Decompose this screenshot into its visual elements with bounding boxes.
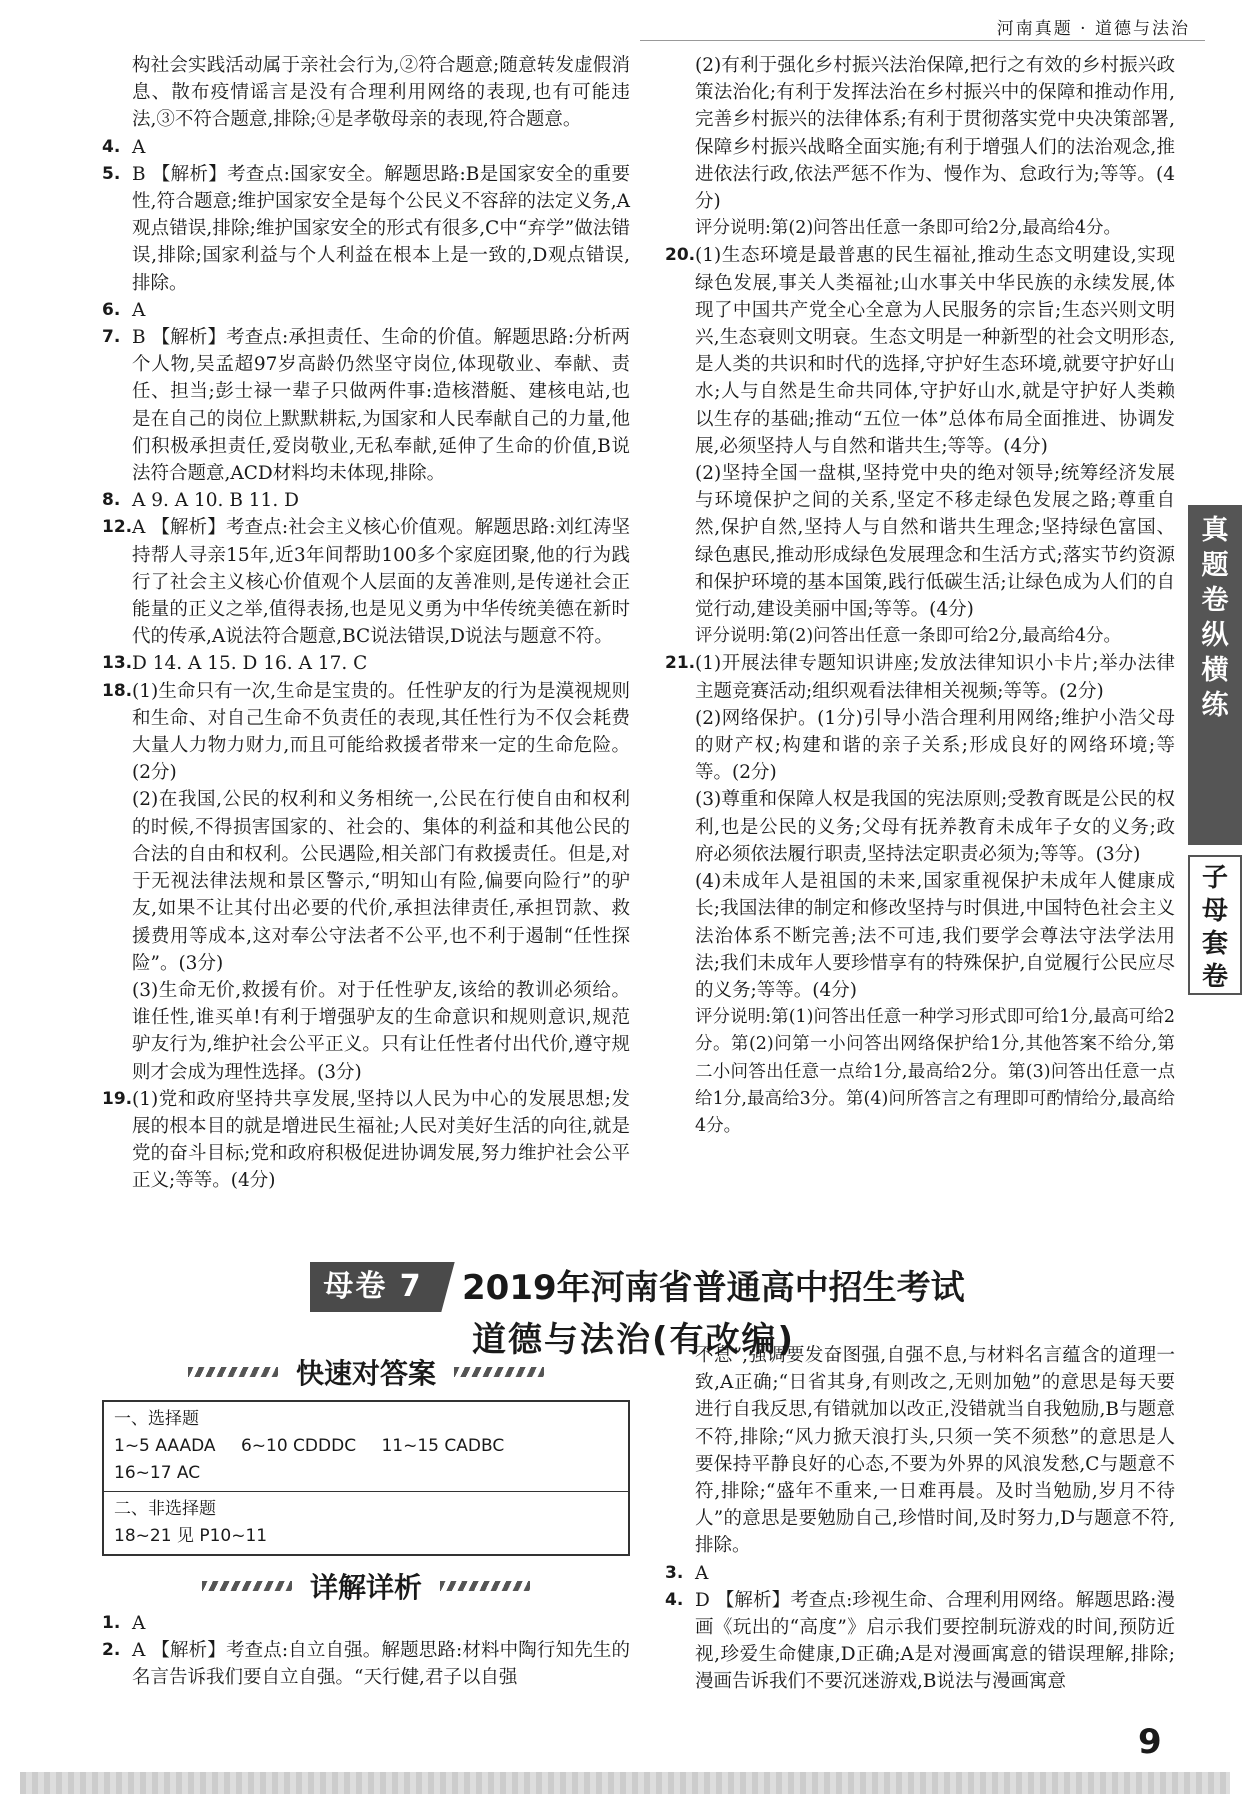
answer-item bbox=[665, 1560, 1175, 1587]
answer-paragraph bbox=[102, 786, 630, 976]
answer-item bbox=[665, 650, 1175, 704]
answer-item bbox=[102, 678, 630, 787]
answer-paragraph bbox=[102, 52, 630, 134]
answer-item bbox=[102, 650, 630, 677]
item-number: 1. bbox=[102, 1613, 121, 1633]
page-number: 9 bbox=[1138, 1722, 1162, 1762]
exam-title: 2019年河南省普通高中招生考试 bbox=[462, 1268, 965, 1308]
detail-title: 详解详析 bbox=[309, 1571, 422, 1604]
item-text: (2)坚持全国一盘棋,坚持党中央的绝对领导;统筹经济发展与环境保护之间的关系,坚定不移走绿色发展之路;尊重自然,保护自然,坚持人与自然和谐共生理念;坚持绿色富国、绿色惠民,推动形成绿色发展理念和生活方式;落实节约资源和保护环境的基本国策,践行低碳生活;让绿色成为人们的自觉行动,建设美丽中国;等等。(4分) bbox=[695, 463, 1175, 621]
right-column-top bbox=[665, 52, 1175, 1140]
item-text: (2)在我国,公民的权利和义务相统一,公民在行使自由和权利的时候,不得损害国家的、社会的、集体的利益和其他公民的合法的自由和权利。公民遇险,相关部门有救援责任。但是,对于无视法律法规和景区警示,“明知山有险,偏要向险行”的驴友,如果不让其付出必要的代价,承担法律责任,承担罚款、救援费用等成本,这对奉公守法者不公平,也不利于遏制“任性探险”。(3分) bbox=[132, 789, 630, 974]
answer-item bbox=[102, 1610, 630, 1637]
answer-paragraph bbox=[665, 1004, 1175, 1140]
item-text: 评分说明:第(2)问答出任意一条即可给2分,最高给4分。 bbox=[695, 218, 1122, 239]
quick-answer-heading bbox=[102, 1352, 630, 1392]
answer-line: 18~21 见 P10~11 bbox=[114, 1526, 268, 1546]
side-tab-sub bbox=[1188, 855, 1242, 995]
answer-paragraph bbox=[665, 1342, 1175, 1560]
stripe-decoration bbox=[440, 1581, 530, 1591]
answer-paragraph bbox=[665, 623, 1175, 650]
side-tab-series bbox=[1188, 505, 1242, 845]
item-text: (1)生态环境是最普惠的民生福祉,推动生态文明建设,实现绿色发展,事关人类福祉;山水事关中华民族的永续发展,体现了中国共产党全心全意为人民服务的宗旨;生态兴则文明兴,生态衰则文明衰。生态文明是一种新型的社会文明形态,是人类的共识和时代的选择,守护好生态环境,就要守护好山水;人与自然是生命共同体,守护好山水,就是守护好人类赖以生存的基础;推动“五位一体”总体布局全面推进、协调发展,必须坚持人与自然和谐共生;等等。(4分) bbox=[695, 245, 1175, 457]
answer-item bbox=[102, 514, 630, 650]
running-header: 河南真题 · 道德与法治 bbox=[996, 19, 1190, 39]
item-text: A 9. A 10. B 11. D bbox=[132, 490, 299, 512]
item-text: (3)生命无价,救援有价。对于任性驴友,该给的教训必须给。谁任性,谁买单!有利于增强驴友的生命意识和规则意识,规范驴友行为,维护社会公平正义。只有让任性者付出代价,遵守规则才会成为理性选择。(3分) bbox=[132, 979, 630, 1083]
stripe-decoration bbox=[188, 1367, 278, 1377]
side-tab-text: 真 题 卷 纵 横 练 bbox=[1201, 515, 1229, 721]
right-column-bottom bbox=[665, 1342, 1175, 1696]
item-text: A bbox=[132, 299, 146, 321]
item-number: 8. bbox=[102, 490, 121, 511]
answer-item bbox=[102, 161, 630, 297]
item-number: 4. bbox=[665, 1589, 684, 1610]
answer-item bbox=[665, 242, 1175, 460]
answer-paragraph bbox=[665, 460, 1175, 623]
item-number: 20. bbox=[665, 245, 696, 266]
exam-badge: 母卷 7 bbox=[310, 1262, 436, 1312]
side-tab-text: 子 母 套 卷 bbox=[1201, 863, 1228, 992]
item-text: D 【解析】考查点:珍视生命、合理利用网络。解题思路:漫画《玩出的“高度”》启示我们要控制玩游戏的时间,预防近视,珍爱生命健康,D正确;A是对漫画寓意的错误理解,排除;漫画告诉我们不要沉迷游戏,B说法与漫画寓意 bbox=[695, 1589, 1175, 1693]
section-label: 一、选择题 bbox=[114, 1409, 199, 1429]
answer-item bbox=[102, 297, 630, 324]
stripe-decoration bbox=[454, 1367, 544, 1377]
exam-subtitle: 道德与法治(有改编) bbox=[472, 1320, 796, 1360]
item-text: A bbox=[132, 136, 146, 158]
item-number: 6. bbox=[102, 299, 121, 320]
item-number: 7. bbox=[102, 327, 121, 348]
item-text: 评分说明:第(2)问答出任意一条即可给2分,最高给4分。 bbox=[695, 626, 1122, 647]
item-number: 18. bbox=[102, 680, 133, 701]
item-text: (1)开展法律专题知识讲座;发放法律知识小卡片;举办法律主题竞赛活动;组织观看法律相关视频;等等。(2分) bbox=[695, 653, 1175, 702]
item-text: (2)有利于强化乡村振兴法治保障,把行之有效的乡村振兴政策法治化;有利于发挥法治在乡村振兴中的保障和推动作用,完善乡村振兴的法律体系;有利于贯彻落实党中央决策部署,保障乡村振兴战略全面实施;有利于增强人们的法治观念,推进依法行政,依法严惩不作为、慢作为、怠政行为;等等。(4分) bbox=[695, 55, 1175, 213]
item-text: 不息”,强调要发奋图强,自强不息,与材料名言蕴含的道理一致,A正确;“日省其身,有则改之,无则加勉”的意思是每天要进行自我反思,有错就加以改正,没错就当自我勉励,B与题意不符,排除;“风力掀天浪打头,只须一笑不须愁”的意思是人要保持平静良好的心态,不要为外界的风浪发愁,C与题意不符,排除;“盛年不重来,一日难再晨。及时当勉励,岁月不待人”的意思是要勉励自己,珍惜时间,及时努力,D与题意不符,排除。 bbox=[695, 1345, 1175, 1557]
stripe-decoration bbox=[202, 1581, 292, 1591]
item-number: 19. bbox=[102, 1088, 133, 1109]
answer-group: 11~15 CADBC bbox=[381, 1436, 505, 1456]
answer-paragraph bbox=[665, 215, 1175, 242]
item-text: B 【解析】考查点:承担责任、生命的价值。解题思路:分析两个人物,吴孟超97岁高龄仍然坚守岗位,体现敬业、奉献、责任、担当;彭士禄一辈子只做两件事:造核潜艇、建核电站,也是在自己的岗位上默默耕耘,为国家和人民奉献自己的力量,他们积极承担责任,爱岗敬业,无私奉献,延伸了生命的价值,B说法符合题意,ACD材料均未体现,排除。 bbox=[132, 327, 630, 485]
item-number: 5. bbox=[102, 163, 121, 184]
answer-section-nonchoice bbox=[104, 1492, 628, 1554]
answer-item bbox=[102, 1086, 630, 1195]
item-text: (3)尊重和保障人权是我国的宪法原则;受教育既是公民的权利,也是公民的义务;父母有抚养教育未成年子女的义务;政府必须依法履行职责,坚持法定职责必须为;等等。(3分) bbox=[695, 789, 1175, 865]
item-text: (1)党和政府坚持共享发展,坚持以人民为中心的发展思想;发展的根本目的就是增进民生福祉;人民对美好生活的向往,就是党的奋斗目标;党和政府积极促进协调发展,努力维护社会公平正义;等等。(4分) bbox=[132, 1088, 630, 1192]
detail-heading bbox=[102, 1566, 630, 1606]
item-text: 构社会实践活动属于亲社会行为,②符合题意;随意转发虚假消息、散布疫情谣言是没有合理利用网络的表现,也有可能违法,③不符合题意,排除;④是孝敬母亲的表现,符合题意。 bbox=[132, 55, 630, 131]
item-text: (1)生命只有一次,生命是宝贵的。任性驴友的行为是漠视规则和生命、对自己生命不负责任的表现,其任性行为不仅会耗费大量人力物力财力,而且可能给救援者带来一定的生命危险。(2分) bbox=[132, 680, 630, 784]
answer-item bbox=[102, 134, 630, 161]
section-label: 二、非选择题 bbox=[114, 1499, 216, 1519]
item-text: A bbox=[695, 1562, 709, 1584]
item-number: 3. bbox=[665, 1562, 684, 1583]
item-text: B 【解析】考查点:国家安全。解题思路:B是国家安全的重要性,符合题意;维护国家安全是每个公民义不容辞的法定义务,A观点错误,排除;维护国家安全的形式有很多,C中“弃学”做法错误,排除;国家利益与个人利益在根本上是一致的,D观点错误,排除。 bbox=[132, 163, 630, 294]
item-number: 12. bbox=[102, 517, 133, 538]
item-text: 评分说明:第(1)问答出任意一种学习形式即可给1分,最高可给2分。第(2)问第一小问答出网络保护给1分,其他答案不给分,第二小问答出任意一点给1分,最高给2分。第(3)问答出任意一点给1分,最高给3分。第(4)问所答言之有理即可酌情给分,最高给4分。 bbox=[695, 1007, 1175, 1136]
answer-paragraph bbox=[665, 786, 1175, 868]
answer-box bbox=[102, 1400, 630, 1556]
item-text: D 14. A 15. D 16. A 17. C bbox=[132, 653, 368, 675]
answer-section-choice bbox=[104, 1402, 628, 1491]
left-column-bottom bbox=[102, 1610, 630, 1692]
item-number: 4. bbox=[102, 136, 121, 157]
item-text: (4)未成年人是祖国的未来,国家重视保护未成年人健康成长;我国法律的制定和修改坚持与时俱进,中国特色社会主义法治体系不断完善;法不可违,我们要学会尊法守法学法用法;我们未成年人要珍惜享有的特殊保护,自觉履行公民应尽的义务;等等。(4分) bbox=[695, 871, 1175, 1001]
item-text: A bbox=[132, 1613, 146, 1634]
answer-paragraph bbox=[665, 52, 1175, 215]
quick-answer-title: 快速对答案 bbox=[295, 1357, 436, 1390]
item-text: (2)网络保护。(1分)引导小浩合理利用网络;维护小浩父母的财产权;构建和谐的亲子关系;形成良好的网络环境;等等。(2分) bbox=[695, 707, 1175, 784]
answer-line: 16~17 AC bbox=[114, 1463, 201, 1483]
answer-group: 1~5 AAADA bbox=[114, 1436, 216, 1456]
answer-item bbox=[102, 1637, 630, 1691]
bottom-decorative-bar bbox=[20, 1772, 1230, 1794]
answer-paragraph bbox=[102, 977, 630, 1086]
answer-item bbox=[102, 324, 630, 487]
answer-group: 6~10 CDDDC bbox=[240, 1436, 357, 1456]
header-rule bbox=[640, 40, 1205, 41]
answer-paragraph bbox=[665, 705, 1175, 787]
item-text: A 【解析】考查点:社会主义核心价值观。解题思路:刘红涛坚持帮人寻亲15年,近3年间帮助100多个家庭团聚,他的行为践行了社会主义核心价值观个人层面的友善准则,是传递社会正能量的正义之举,值得表扬,也是见义勇为中华传统美德在新时代的传承,A说法符合题意,BC说法错误,D说法与题意不符。 bbox=[132, 517, 630, 648]
item-number: 2. bbox=[102, 1640, 121, 1661]
answer-paragraph bbox=[665, 868, 1175, 1004]
left-column-top bbox=[102, 52, 630, 1195]
answer-item bbox=[665, 1587, 1175, 1696]
item-number: 21. bbox=[665, 653, 696, 674]
item-number: 13. bbox=[102, 653, 133, 674]
answer-item bbox=[102, 487, 630, 514]
answer-line bbox=[114, 1433, 618, 1460]
item-text: A 【解析】考查点:自立自强。解题思路:材料中陶行知先生的名言告诉我们要自立自强。“天行健,君子以自强 bbox=[132, 1640, 630, 1689]
